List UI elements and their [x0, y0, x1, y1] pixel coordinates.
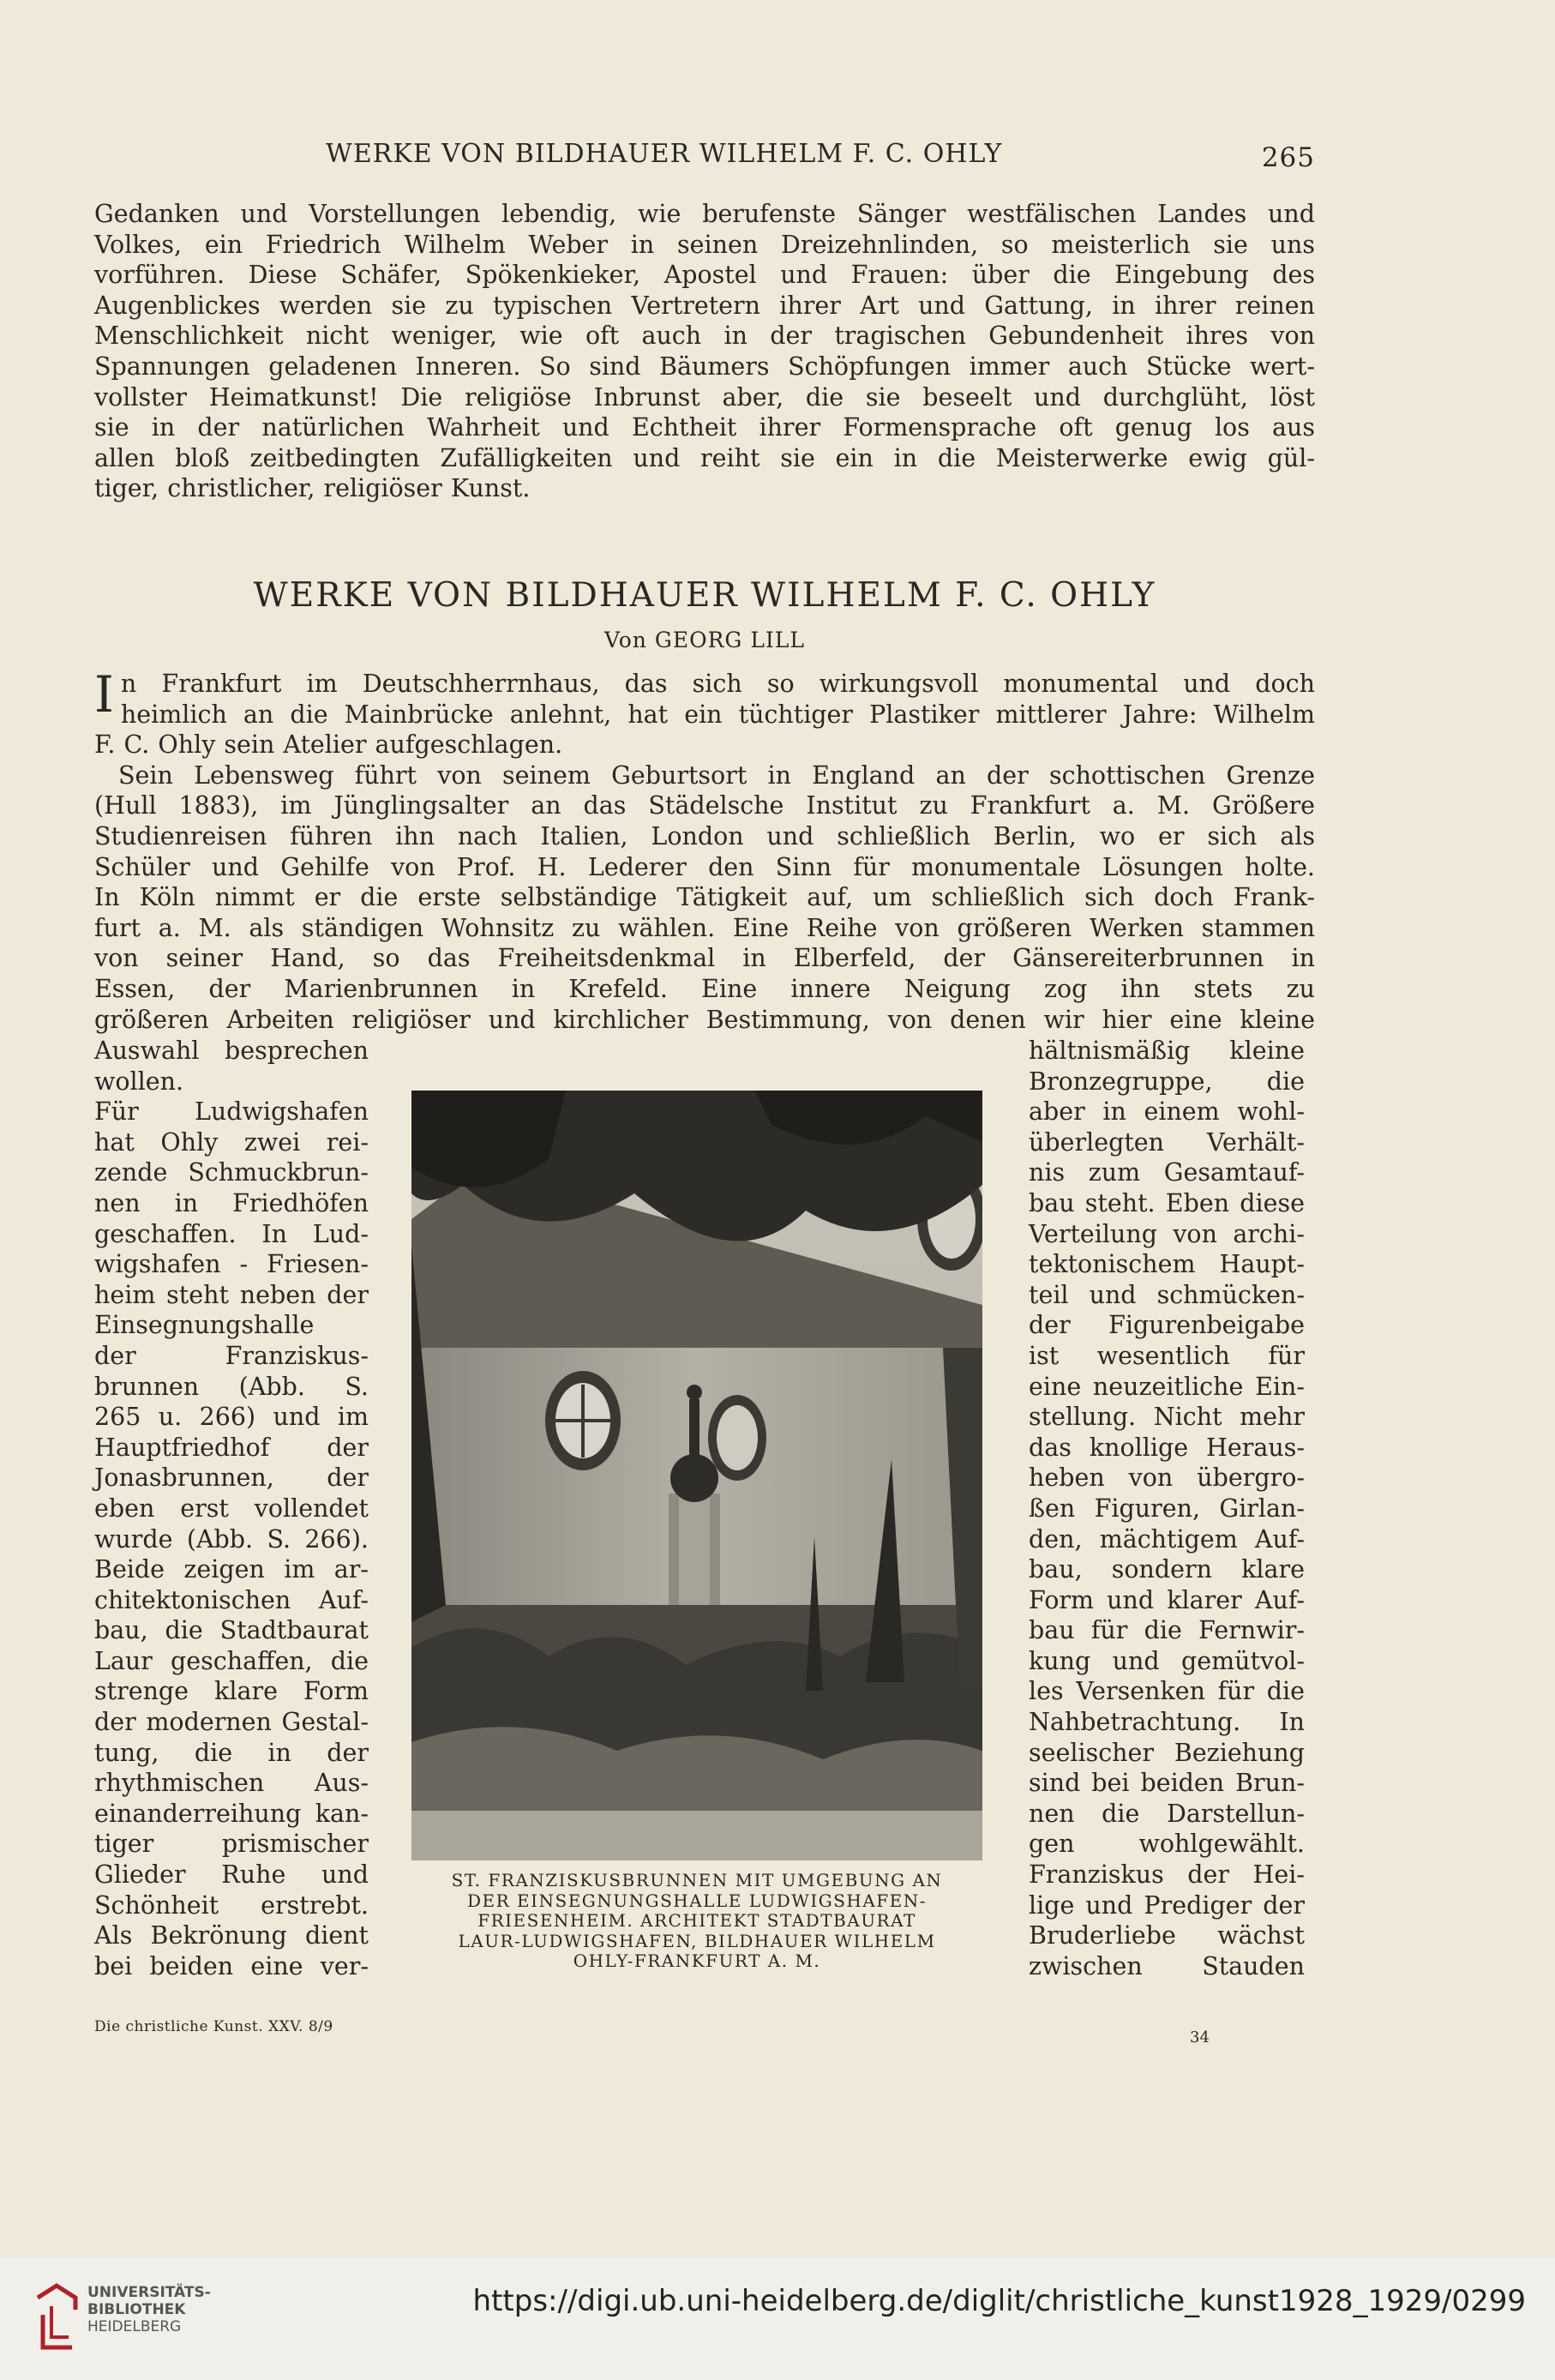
column-line: seelischer Beziehung: [1029, 1738, 1305, 1767]
text-line: vollster Heimatkunst! Die religiöse Inbrunst aber, die sie beseelt und durchglüht, löst: [94, 382, 1315, 412]
article-title: WERKE VON BILDHAUER WILHELM F. C. OHLY: [253, 576, 1156, 615]
drop-cap: I: [94, 665, 114, 724]
text-span: n Frankfurt im Deutschherrnhaus, das sich so wirkungsvoll monumental und doch: [120, 670, 1315, 698]
library-name: [87, 2284, 211, 2335]
photo-illustration: [411, 1091, 982, 1860]
column-line: strenge klare Form: [94, 1677, 369, 1706]
column-line: nis zum Gesamtauf-: [1029, 1158, 1305, 1187]
text-line: Spannungen geladenen Inneren. So sind Bäumers Schöpfungen immer auch Stücke wert-: [94, 352, 1315, 381]
column-line: wurde (Abb. S. 266).: [94, 1524, 369, 1554]
column-line: der modernen Gestal-: [94, 1708, 369, 1737]
column-line: les Versenken für die: [1029, 1677, 1305, 1706]
library-footer-bar: [0, 2257, 1555, 2380]
permalink-url[interactable]: https://digi.ub.uni-heidelberg.de/diglit/christliche_kunst1928_1929/0299: [472, 2284, 1526, 2318]
column-line: brunnen (Abb. S.: [94, 1372, 369, 1401]
right-column: [1029, 1036, 1305, 1981]
text-line: Essen, der Marienbrunnen in Krefeld. Eine innere Neigung zog ihn stets zu: [94, 974, 1315, 1003]
left-column: [94, 1036, 369, 1981]
column-line: der Figurenbeigabe: [1029, 1311, 1305, 1340]
figure-caption: [401, 1871, 993, 1972]
column-line: hat Ohly zwei rei-: [94, 1127, 369, 1157]
page-number: 265: [1261, 142, 1315, 173]
column-line: heben von übergro-: [1029, 1463, 1305, 1493]
column-line: Jonasbrunnen, der: [94, 1463, 369, 1493]
column-line: sind bei beiden Brun-: [1029, 1769, 1305, 1798]
column-line: bei beiden eine ver-: [94, 1951, 369, 1980]
library-name-line: BIBLIOTHEK: [87, 2301, 186, 2318]
column-line: lige und Prediger der: [1029, 1890, 1305, 1920]
column-line: Form und klarer Auf-: [1029, 1585, 1305, 1614]
text-line: sie in der natürlichen Wahrheit und Echtheit ihrer Formensprache oft genug los aus: [94, 413, 1315, 442]
column-line: 265 u. 266) und im: [94, 1403, 369, 1432]
column-line: Franziskus der Hei-: [1029, 1860, 1305, 1890]
column-line: kung und gemütvol-: [1029, 1646, 1305, 1675]
text-line: vorführen. Diese Schäfer, Spökenkieker, Apostel und Frauen: über die Eingebung des: [94, 261, 1315, 290]
text-line: von seiner Hand, so das Freiheitsdenkmal in Elberfeld, der Gänsereiterbrunnen in: [94, 944, 1315, 973]
signature-mark: Die christliche Kunst. XXV. 8/9: [94, 2018, 333, 2035]
caption-line: ST. FRANZISKUSBRUNNEN MIT UMGEBUNG AN: [451, 1870, 943, 1890]
text-line: heimlich an die Mainbrücke anlehnt, hat ein tüchtiger Plastiker mittlerer Jahre: Wilhelm: [120, 700, 1315, 729]
column-line: das knollige Heraus-: [1029, 1433, 1305, 1462]
article-body: [94, 665, 1315, 1035]
caption-line: OHLY-FRANKFURT A. M.: [573, 1950, 821, 1971]
column-line: rhythmischen Aus-: [94, 1769, 369, 1798]
text-line: Augenblickes werden sie zu typischen Vertretern ihrer Art und Gattung, in ihrer reinen: [94, 291, 1315, 320]
running-head-title: WERKE VON BILDHAUER WILHELM F. C. OHLY: [326, 139, 1003, 169]
library-name-line: HEIDELBERG: [87, 2318, 182, 2335]
column-line: Als Bekrönung dient: [94, 1921, 369, 1950]
text-line: größeren Arbeiten religiöser und kirchlicher Bestimmung, von denen wir hier eine kleine: [94, 1005, 1315, 1034]
column-line: gen wohlgewählt.: [1029, 1830, 1305, 1859]
column-line: eine neuzeitliche Ein-: [1029, 1372, 1305, 1401]
text-line: furt a. M. als ständigen Wohnsitz zu wählen. Eine Reihe von größeren Werken stammen: [94, 913, 1315, 942]
column-line: Bruderliebe wächst: [1029, 1921, 1305, 1950]
text-line: Gedanken und Vorstellungen lebendig, wie berufenste Sänger westfälischen Landes und: [94, 200, 1315, 228]
column-line: Verteilung von archi-: [1029, 1219, 1305, 1248]
text-line: In Köln nimmt er die erste selbständige Tätigkeit auf, um schließlich sich doch Frank-: [94, 883, 1315, 912]
column-line: ßen Figuren, Girlan-: [1029, 1494, 1305, 1523]
intro-paragraph: [94, 199, 1315, 504]
column-line: eben erst vollendet: [94, 1494, 369, 1523]
column-line: ist wesentlich für: [1029, 1341, 1305, 1370]
column-line: bau für die Fernwir-: [1029, 1616, 1305, 1645]
column-line: nen die Darstellun-: [1029, 1799, 1305, 1828]
column-line: heim steht neben der: [94, 1280, 369, 1309]
column-line: bau, die Stadtbaurat: [94, 1616, 369, 1645]
fountain-photo: [411, 1091, 982, 1860]
column-line: Einsegnungshalle: [94, 1311, 315, 1340]
column-line: einanderreihung kan-: [94, 1799, 369, 1828]
column-line: den, mächtigem Auf-: [1029, 1524, 1305, 1554]
text-line: Schüler und Gehilfe von Prof. H. Lederer den Sinn für monumentale Lösungen holte.: [94, 852, 1315, 881]
column-line: Schönheit erstrebt.: [94, 1890, 369, 1920]
column-line: stellung. Nicht mehr: [1029, 1403, 1305, 1432]
text-line: F. C. Ohly sein Atelier aufgeschlagen.: [94, 730, 563, 760]
library-logo-icon: [31, 2281, 84, 2353]
caption-line: LAUR-LUDWIGSHAFEN, BILDHAUER WILHELM: [458, 1930, 936, 1951]
column-line: zende Schmuckbrun-: [94, 1158, 369, 1187]
column-line: Nahbetrachtung. In: [1029, 1708, 1305, 1737]
column-line: wollen.: [94, 1067, 184, 1096]
caption-line: FRIESENHEIM. ARCHITEKT STADTBAURAT: [477, 1910, 916, 1931]
column-line: Laur geschaffen, die: [94, 1646, 369, 1675]
text-line: allen bloß zeitbedingten Zufälligkeiten und reiht sie ein in die Meisterwerke ewig gül-: [94, 443, 1315, 472]
column-line: Bronzegruppe, die: [1029, 1067, 1305, 1096]
column-line: tektonischem Haupt-: [1029, 1250, 1305, 1279]
text-line: Studienreisen führen ihn nach Italien, London und schließlich Berlin, wo er sich als: [94, 821, 1315, 850]
column-line: Beide zeigen im ar-: [94, 1555, 369, 1584]
column-line: tung, die in der: [94, 1738, 369, 1767]
text-line: Menschlichkeit nicht weniger, wie oft auch in der tragischen Gebundenheit ihres von: [94, 322, 1315, 351]
column-line: bau, sondern klare: [1029, 1555, 1305, 1584]
column-line: Glieder Ruhe und: [94, 1860, 369, 1890]
column-line: der Franziskus-: [94, 1341, 369, 1370]
column-line: geschaffen. In Lud-: [94, 1219, 369, 1248]
text-line: Sein Lebensweg führt von seinem Geburtsort in England an der schottischen Grenze: [118, 760, 1315, 790]
column-line: zwischen Stauden: [1029, 1951, 1305, 1980]
column-line: Für Ludwigshafen: [94, 1097, 369, 1127]
column-line: tiger prismischer: [94, 1830, 369, 1859]
column-line: bau steht. Eben diese: [1029, 1188, 1305, 1217]
column-line: aber in einem wohl-: [1029, 1097, 1305, 1127]
column-line: chitektonischen Auf-: [94, 1585, 369, 1614]
text-line: tiger, christlicher, religiöser Kunst.: [94, 474, 531, 503]
column-line: nen in Friedhöfen: [94, 1188, 369, 1217]
column-line: Auswahl besprechen: [94, 1037, 369, 1065]
column-line: wigshafen - Friesen-: [94, 1250, 369, 1279]
caption-line: DER EINSEGNUNGSHALLE LUDWIGSHAFEN-: [466, 1890, 928, 1911]
text-line: (Hull 1883), im Jünglingsalter an das Städelsche Institut zu Frankfurt a. M. Größere: [94, 791, 1315, 820]
column-line: überlegten Verhält-: [1029, 1127, 1305, 1157]
column-line: hältnismäßig kleine: [1029, 1037, 1305, 1065]
library-name-line: UNIVERSITÄTS-: [87, 2284, 211, 2301]
column-line: Hauptfriedhof der: [94, 1433, 369, 1462]
article-byline: Von GEORG LILL: [604, 628, 805, 652]
column-line: teil und schmücken-: [1029, 1280, 1305, 1309]
sheet-number: 34: [1190, 2028, 1210, 2046]
text-line: Volkes, ein Friedrich Wilhelm Weber in seinen Dreizehnlinden, so meisterlich sie uns: [94, 230, 1315, 259]
text-line: [94, 669, 1315, 700]
